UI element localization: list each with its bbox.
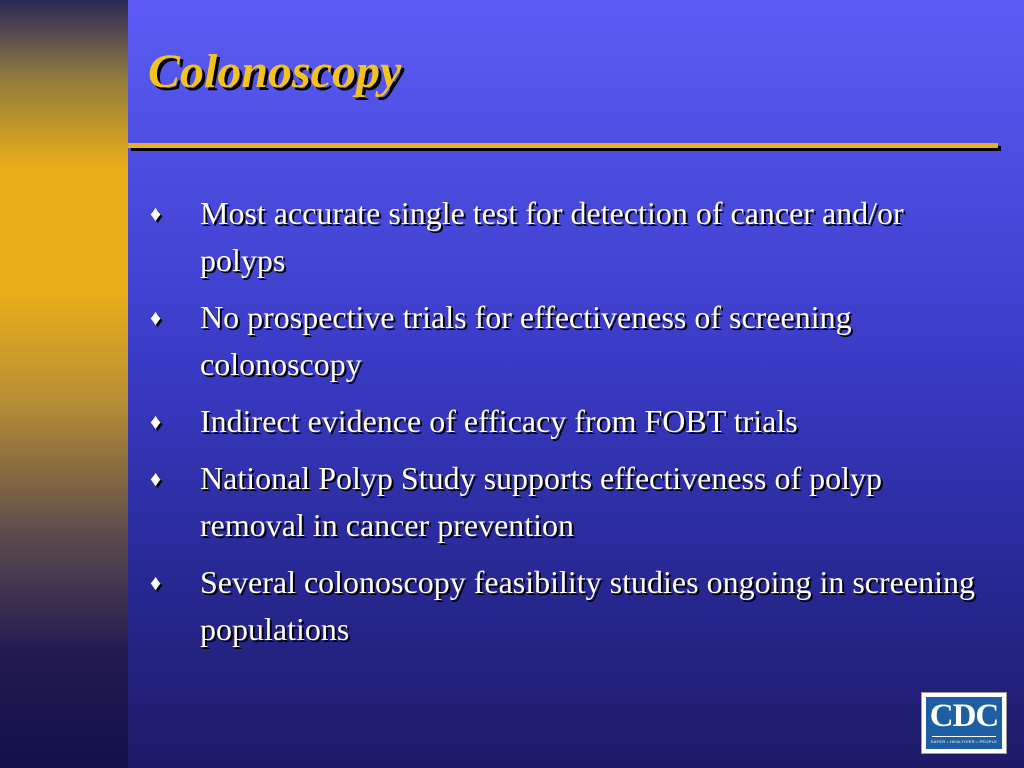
- cdc-logo-divider: [932, 736, 996, 737]
- title-underline: [128, 143, 998, 148]
- bullet-item: [150, 190, 990, 284]
- bullet-text: No prospective trials for effectiveness of screening colonoscopy: [200, 299, 852, 382]
- cdc-logo-text: CDC: [929, 698, 999, 734]
- bullet-item: [150, 294, 990, 388]
- bullet-text: National Polyp Study supports effectiveness of polyp removal in cancer prevention: [200, 460, 882, 543]
- diamond-bullet-icon: ♦: [150, 305, 162, 330]
- bullet-text: Most accurate single test for detection of cancer and/or polyps: [200, 195, 904, 278]
- bullet-item: [150, 455, 990, 549]
- bullet-text: Indirect evidence of efficacy from FOBT trials: [200, 403, 798, 439]
- diamond-bullet-icon: ♦: [150, 409, 162, 434]
- bullet-text: Several colonoscopy feasibility studies ongoing in screening populations: [200, 564, 975, 647]
- diamond-bullet-icon: ♦: [150, 201, 162, 226]
- bullet-list: [150, 190, 990, 663]
- cdc-logo-badge: [926, 697, 1002, 749]
- bullet-item: [150, 559, 990, 653]
- diamond-bullet-icon: ♦: [150, 466, 162, 491]
- cdc-logo: [921, 692, 1007, 754]
- cdc-logo-tagline: SAFER • HEALTHIER • PEOPLE: [930, 739, 998, 744]
- bullet-item: [150, 398, 990, 445]
- diamond-bullet-icon: ♦: [150, 570, 162, 595]
- slide-title: Colonoscopy: [148, 45, 402, 98]
- left-accent-bar: [0, 0, 128, 768]
